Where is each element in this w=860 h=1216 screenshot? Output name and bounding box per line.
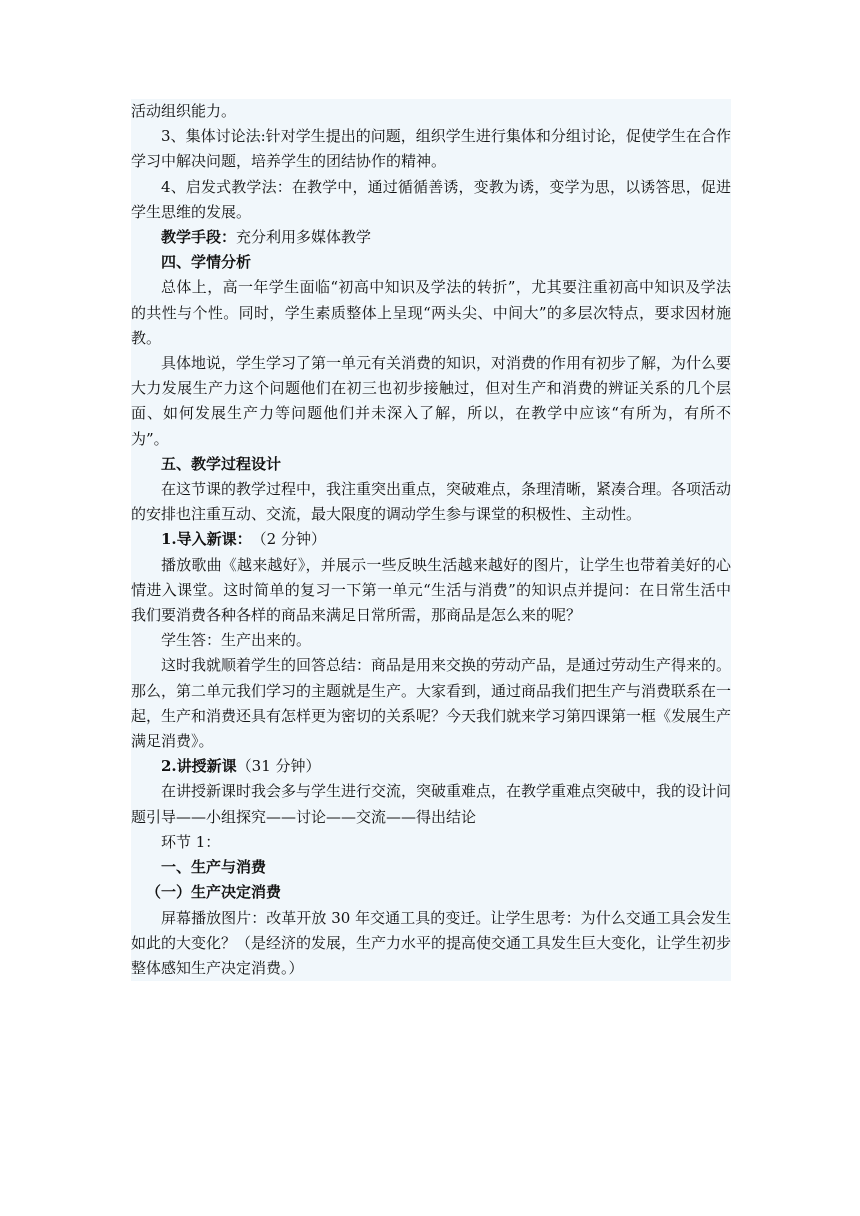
paragraph-teaching-means	[131, 225, 731, 250]
paragraph-summary: 这时我就顺着学生的回答总结：商品是用来交换的劳动产品，是通过劳动生产得来的。那么，第二单元我们学习的主题就是生产。大家看到，通过商品我们把生产与消费联系在一起，生产和消费还具有怎样更为密切的关系呢？今天我们就来学习第四课第一框《发展生产 满足消费》。	[131, 656, 747, 751]
heading-process-design: 五、教学过程设计	[161, 454, 282, 473]
document-body	[131, 99, 747, 981]
lead-in-duration: （2 分钟）	[244, 530, 326, 549]
paragraph-lead-in	[131, 527, 731, 552]
lead-in-label: 1.导入新课：	[161, 530, 245, 549]
paragraph-transport-images: 屏幕播放图片：改革开放 30 年交通工具的变迁。让学生思考：为什么交通工具会发生如此的大变化？（是经济的发展，生产力水平的提高使交通工具发生巨大变化，让学生初步整体感知生产决定消费。）	[131, 908, 732, 977]
paragraph-new-lesson-detail: 在讲授新课时我会多与学生进行交流，突破重难点，在教学重难点突破中，我的设计问题引导——小组探究——讨论——交流——得出结论	[131, 782, 732, 826]
paragraph-step-1: 环节 1：	[161, 832, 221, 851]
teaching-means-label: 教学手段：	[161, 228, 237, 247]
new-lesson-label: 2.讲授新课	[161, 757, 237, 776]
paragraph-process-intro: 在这节课的教学过程中，我注重突出重点，突破难点，条理清晰，紧凑合理。各项活动的安排也注重互动、交流，最大限度的调动学生参与课堂的积极性、主动性。	[131, 480, 732, 524]
paragraph-student-answer: 学生答：生产出来的。	[161, 631, 312, 650]
paragraph-method-3: 3、集体讨论法:针对学生提出的问题，组织学生进行集体和分组讨论，促使学生在合作学习中解决问题，培养学生的团结协作的精神。	[131, 127, 731, 171]
heading-production-decides: （一）生产决定消费	[146, 883, 282, 902]
paragraph-song: 播放歌曲《越来越好》，并展示一些反映生活越来越好的图片，让学生也带着美好的心情进入课堂。这时简单的复习一下第一单元“生活与消费”的知识点并提问：在日常生活中我们要消费各种各样的商品来满足日常所需，那商品是怎么来的呢？	[131, 555, 731, 625]
paragraph-student-overall: 总体上，高一年学生面临“初高中知识及学法的转折”，尤其要注重初高中知识及学法的共性与个性。同时，学生素质整体上呈现“两头尖、中间大”的多层次特点，要求因材施教。	[131, 278, 731, 347]
paragraph-method-4: 4、启发式教学法：在教学中，通过循循善诱，变教为诱，变学为思，以诱答思，促进学生思维的发展。	[131, 177, 731, 221]
teaching-means-text: 充分利用多媒体教学	[236, 228, 372, 247]
heading-student-analysis: 四、学情分析	[161, 253, 252, 272]
paragraph-student-specific: 具体地说，学生学习了第一单元有关消费的知识，对消费的作用有初步了解，为什么要大力发展生产力这个问题他们在初三也初步接触过，但对生产和消费的辨证关系的几个层面、如何发展生产力等问题他们并未深入了解，所以，在教学中应该“有所为，有所不为”。	[131, 354, 732, 448]
paragraph-continuation: 活动组织能力。	[131, 102, 237, 120]
heading-production-consumption: 一、生产与消费	[161, 858, 267, 877]
new-lesson-duration: （31 分钟）	[236, 757, 321, 776]
paragraph-new-lesson	[131, 754, 731, 779]
